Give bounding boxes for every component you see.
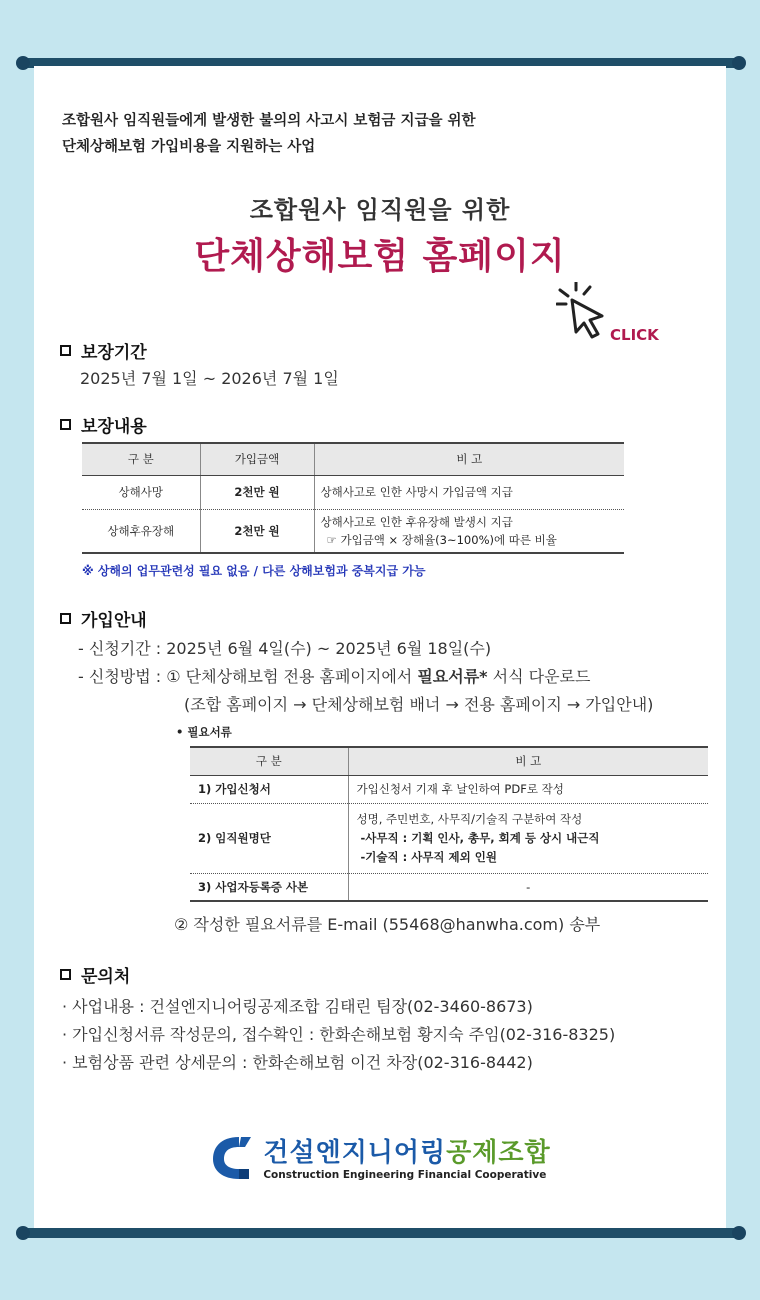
doc-name: 1) 가입신청서 — [190, 775, 348, 803]
enrollment-method-prefix: - 신청방법 : ① 단체상해보험 전용 홈페이지에서 — [78, 667, 418, 686]
doc-note: 가입신청서 기재 후 날인하여 PDF로 작성 — [348, 775, 708, 803]
section-heading-enrollment-label: 가입안내 — [81, 611, 147, 631]
doc-note: - — [348, 873, 708, 901]
contact-item-text: 사업내용 : 건설엔지니어링공제조합 김태린 팀장(02-3460-8673) — [72, 997, 533, 1016]
logo-mark-icon — [209, 1133, 255, 1181]
column-header: 비 고 — [314, 443, 624, 475]
logo-text — [263, 1132, 550, 1181]
enrollment-method-suffix: 서식 다운로드 — [487, 667, 591, 686]
doc-name: 3) 사업자등록증 사본 — [190, 873, 348, 901]
square-bullet-icon — [60, 969, 71, 980]
coverage-footnote: ※ 상해의 업무관련성 필요 없음 / 다른 상해보험과 중복지급 가능 — [82, 564, 426, 578]
column-header: 구 분 — [82, 443, 200, 475]
contact-item: · 보험상품 관련 상세문의 : 한화손해보험 이건 차장(02-316-8442) — [62, 1053, 533, 1072]
section-heading-coverage — [60, 412, 147, 437]
table-row — [190, 775, 708, 803]
click-label[interactable]: CLICK — [610, 326, 659, 344]
coverage-type: 상해사망 — [82, 475, 200, 509]
coverage-period-value: 2025년 7월 1일 ~ 2026년 7월 1일 — [80, 369, 339, 388]
section-heading-enrollment — [60, 606, 147, 631]
coverage-amount: 2천만 원 — [200, 475, 314, 509]
cursor-click-icon[interactable] — [556, 282, 610, 344]
contact-item-text: 보험상품 관련 상세문의 : 한화손해보험 이건 차장(02-316-8442) — [72, 1053, 533, 1072]
doc-note: -기술직 : 사무직 제외 인원 — [360, 849, 497, 864]
column-header: 비 고 — [348, 747, 708, 775]
enrollment-path: (조합 홈페이지 → 단체상해보험 배너 → 전용 홈페이지 → 가입안내) — [184, 695, 654, 714]
page-title[interactable]: 단체상해보험 홈페이지 — [194, 236, 566, 277]
doc-name: 2) 임직원명단 — [190, 803, 348, 873]
section-heading-contact-label: 문의처 — [81, 967, 131, 987]
square-bullet-icon — [60, 419, 71, 430]
table-row — [190, 803, 708, 873]
coverage-note: 상해사고로 인한 사망시 가입금액 지급 — [314, 475, 624, 509]
table-row — [82, 475, 624, 509]
required-docs-label: • 필요서류 — [176, 725, 232, 739]
table-row — [82, 509, 624, 553]
required-docs-table — [190, 746, 708, 902]
section-heading-period — [60, 338, 147, 363]
table-row — [190, 873, 708, 901]
enrollment-method-bold: 필요서류* — [417, 667, 488, 686]
square-bullet-icon — [60, 613, 71, 624]
contact-item: · 사업내용 : 건설엔지니어링공제조합 김태린 팀장(02-3460-8673) — [62, 997, 533, 1016]
contact-item: · 가입신청서류 작성문의, 접수확인 : 한화손해보험 황지숙 주임(02-316-8325) — [62, 1025, 616, 1044]
coverage-note-detail: ☞ 가입금액 × 장해율(3~100%)에 따른 비율 — [326, 532, 557, 547]
section-heading-coverage-label: 보장내용 — [81, 417, 147, 437]
section-heading-contact — [60, 962, 130, 987]
enrollment-period: - 신청기간 : 2025년 6월 4일(수) ~ 2025년 6월 18일(수) — [78, 639, 492, 658]
logo-name — [263, 1132, 550, 1169]
doc-note-cell — [348, 803, 708, 873]
coverage-note: 상해사고로 인한 후유장해 발생시 지급 — [320, 514, 513, 529]
intro-text — [62, 108, 476, 160]
column-header: 가입금액 — [200, 443, 314, 475]
square-bullet-icon — [60, 345, 71, 356]
doc-note: -사무직 : 기획 인사, 총무, 회계 등 상시 내근직 — [360, 830, 600, 845]
intro-line-2: 단체상해보험 가입비용을 지원하는 사업 — [62, 139, 316, 155]
coverage-type: 상해후유장해 — [82, 509, 200, 553]
page-subtitle: 조합원사 임직원을 위한 — [249, 196, 511, 224]
enrollment-method — [78, 664, 590, 687]
section-heading-period-label: 보장기간 — [81, 343, 147, 363]
intro-line-1: 조합원사 임직원들에게 발생한 불의의 사고시 보험금 지급을 위한 — [62, 113, 476, 129]
enrollment-step-2: ② 작성한 필요서류를 E-mail (55468@hanwha.com) 송부 — [174, 915, 601, 934]
logo-name-part1: 건설 — [263, 1138, 316, 1168]
doc-note: 성명, 주민번호, 사무직/기술직 구분하여 작성 — [356, 811, 583, 826]
logo-name-part2: 엔지니어링 — [315, 1138, 447, 1168]
coverage-amount: 2천만 원 — [200, 509, 314, 553]
contact-item-text: 가입신청서류 작성문의, 접수확인 : 한화손해보험 황지숙 주임(02-316-8325) — [72, 1025, 616, 1044]
logo-name-part3: 공제조합 — [446, 1138, 551, 1168]
coverage-table — [82, 442, 624, 554]
organization-logo — [0, 1132, 760, 1181]
coverage-note-cell — [314, 509, 624, 553]
logo-subtitle: Construction Engineering Financial Cooperative — [263, 1169, 547, 1181]
scroll-rod-bottom — [22, 1228, 740, 1238]
column-header: 구 분 — [190, 747, 348, 775]
